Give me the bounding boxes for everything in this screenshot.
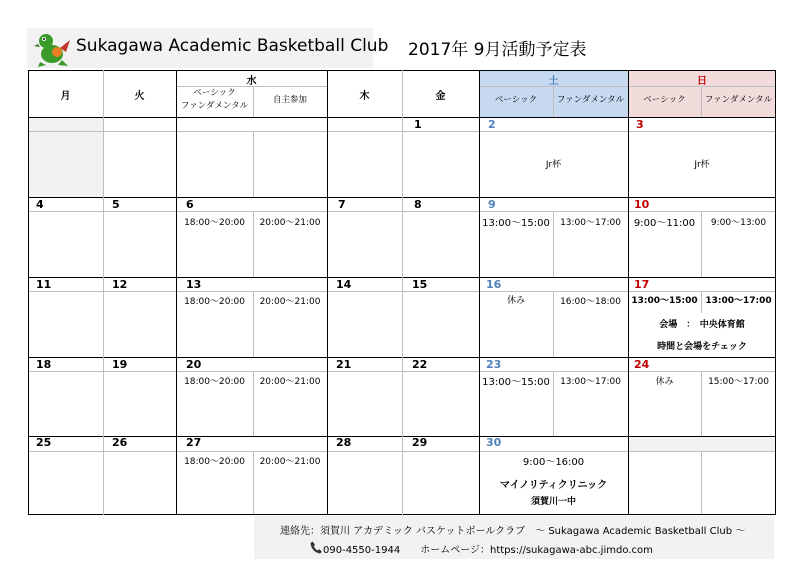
grid-line	[253, 131, 254, 197]
page-title: 2017年 9月活動予定表	[408, 40, 587, 60]
header-sun-fundamental: ファンダメンタル	[704, 95, 773, 105]
grid-line	[28, 70, 29, 515]
time-slot: 休み	[655, 377, 674, 387]
date-cell: 16	[486, 278, 502, 291]
venue-text: 会場 ： 中央体育館	[659, 320, 745, 330]
header-sun: 日	[697, 76, 707, 87]
date-cell: 28	[336, 436, 352, 449]
note-text: 時間と会場をチェック	[657, 342, 747, 352]
header-sat: 土	[548, 76, 559, 87]
header-thu: 木	[359, 91, 370, 102]
date-cell: 20	[186, 358, 202, 371]
time-slot: 20:00～21:00	[259, 297, 321, 307]
date-cell: 22	[412, 358, 428, 371]
header-wed-basic: ベーシック	[193, 88, 236, 98]
date-cell: 3	[636, 118, 644, 131]
header-fri: 金	[435, 91, 446, 102]
footer-phone: 090-4550-1944	[323, 545, 401, 556]
time-slot: 13:00～15:00	[631, 296, 698, 306]
date-cell: 29	[412, 436, 428, 449]
date-cell: 4	[36, 198, 44, 211]
date-cell: 10	[634, 198, 650, 211]
time-slot: 18:00～20:00	[184, 377, 245, 387]
date-cell: 8	[414, 198, 422, 211]
schedule-calendar	[28, 70, 776, 515]
grid-line	[402, 70, 403, 515]
time-slot: 13:00～17:00	[560, 377, 621, 387]
date-cell: 19	[112, 358, 128, 371]
grid-line	[327, 70, 328, 515]
time-slot: 13:00～15:00	[482, 377, 550, 388]
date-cell: 25	[36, 436, 52, 449]
time-slot: 休み	[506, 296, 525, 306]
dragon-icon	[32, 30, 72, 68]
time-slot: 16:00～18:00	[560, 297, 621, 307]
date-cell: 18	[36, 358, 52, 371]
date-cell: 15	[412, 278, 428, 291]
club-name: Sukagawa Academic Basketball Club	[76, 36, 389, 56]
date-cell: 1	[414, 118, 422, 131]
empty-cell-mon	[28, 118, 103, 197]
date-cell: 5	[112, 198, 120, 211]
grid-line	[103, 70, 104, 515]
event-text: Jr杯	[545, 160, 562, 170]
date-cell: 11	[36, 278, 52, 291]
time-slot: 9:00～11:00	[633, 218, 696, 229]
header-mon: 月	[60, 91, 71, 102]
grid-line	[176, 70, 177, 515]
date-cell: 27	[186, 436, 202, 449]
date-cell: 6	[186, 198, 194, 211]
date-cell: 17	[634, 278, 650, 291]
event-text: Jr杯	[694, 160, 710, 170]
header-wed-voluntary: 自主参加	[272, 95, 307, 105]
empty-cell-sun-date	[628, 437, 776, 451]
date-cell: 14	[336, 278, 352, 291]
header-sat-fundamental: ファンダメンタル	[556, 95, 625, 105]
header-wed-fundamental: ファンダメンタル	[180, 101, 249, 111]
time-slot: 13:00～17:00	[560, 218, 621, 228]
date-cell: 7	[338, 198, 346, 211]
date-cell: 24	[634, 358, 650, 371]
time-slot: 13:00～15:00	[482, 218, 550, 229]
header-sun-basic: ベーシック	[643, 95, 686, 105]
time-slot: 20:00～21:00	[259, 457, 321, 467]
time-slot: 18:00～20:00	[184, 457, 245, 467]
time-slot: 15:00～17:00	[708, 377, 769, 387]
time-slot: 18:00～20:00	[184, 218, 245, 228]
time-slot: 18:00～20:00	[184, 297, 245, 307]
footer-homepage: ホームページ：https://sukagawa-abc.jimdo.com	[420, 545, 653, 556]
date-cell: 21	[336, 358, 352, 371]
time-slot: 20:00～21:00	[259, 377, 321, 387]
time-slot: 9:00～16:00	[522, 457, 585, 468]
footer-contact: 連絡先：須賀川 アカデミック バスケットボールクラブ ～ Sukagawa Academic Basketball Club ～	[280, 526, 746, 537]
time-slot: 9:00～13:00	[710, 218, 767, 228]
date-cell: 2	[488, 118, 496, 131]
grid-line	[701, 451, 702, 514]
date-cell: 26	[112, 436, 128, 449]
time-slot: 20:00～21:00	[259, 218, 321, 228]
event-text: マイノリティクリニック	[499, 480, 608, 491]
date-cell: 30	[486, 436, 502, 449]
date-cell: 9	[488, 198, 496, 211]
footer-phone-line	[311, 541, 653, 556]
header-wed: 水	[246, 76, 257, 87]
venue-text: 須賀川一中	[530, 497, 576, 507]
time-slot: 13:00～17:00	[705, 296, 772, 306]
date-cell: 23	[486, 358, 502, 371]
header-sat-basic: ベーシック	[494, 95, 538, 105]
header-tue: 火	[134, 91, 145, 102]
date-cell: 13	[186, 278, 202, 291]
date-cell: 12	[112, 278, 128, 291]
